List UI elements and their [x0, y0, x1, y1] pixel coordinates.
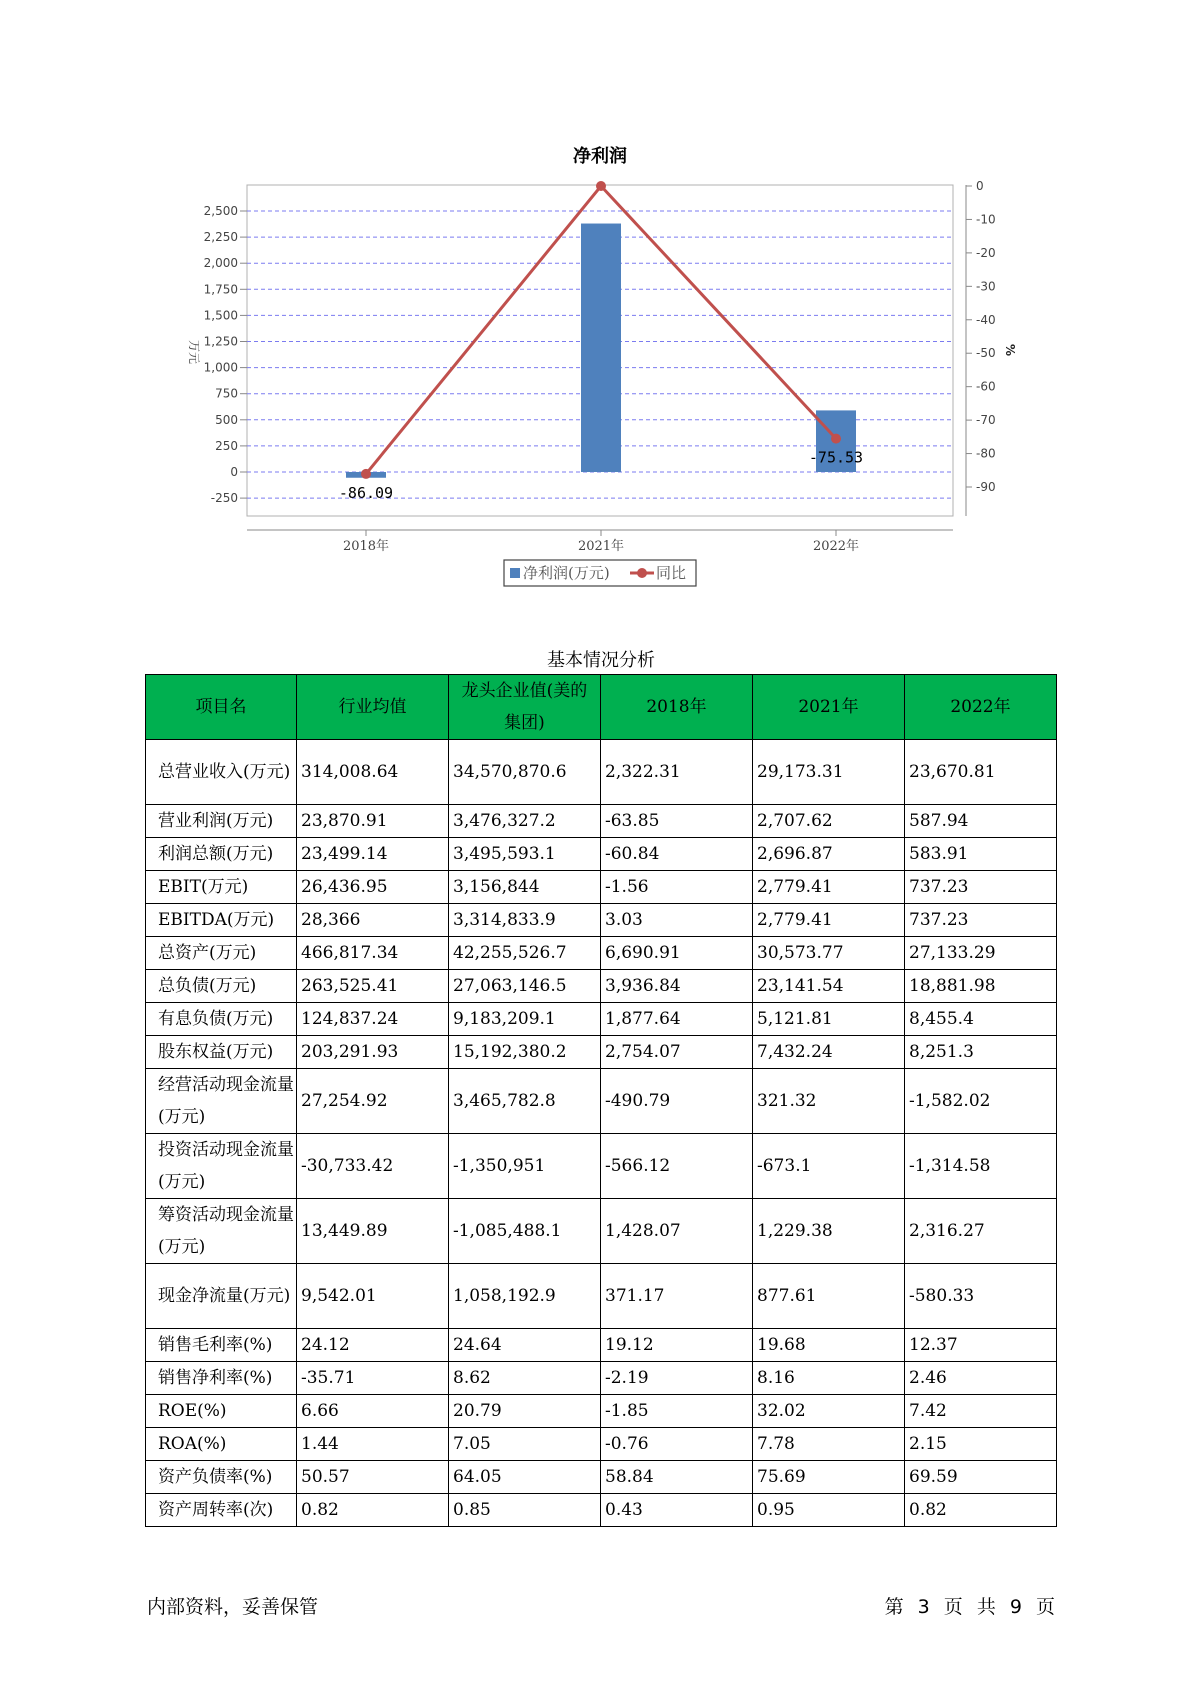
legend-line-marker [637, 568, 647, 578]
table-row [146, 904, 1057, 937]
row-value: 15,192,380.2 [449, 1036, 601, 1069]
header-2018: 2018年 [601, 675, 753, 740]
row-value: 2,779.41 [753, 904, 905, 937]
row-value: 7.78 [753, 1428, 905, 1461]
row-value: 8,455.4 [905, 1003, 1057, 1036]
table-row [146, 1199, 1057, 1264]
row-value: 32.02 [753, 1395, 905, 1428]
row-value: 1.44 [297, 1428, 449, 1461]
left-axis [204, 204, 247, 505]
row-value: 75.69 [753, 1461, 905, 1494]
table-row [146, 937, 1057, 970]
row-value: 19.12 [601, 1329, 753, 1362]
table-row [146, 805, 1057, 838]
row-value: 2.46 [905, 1362, 1057, 1395]
row-label: EBITDA(万元) [146, 904, 297, 937]
table-row [146, 1003, 1057, 1036]
row-value: 19.68 [753, 1329, 905, 1362]
table-title: 基本情况分析 [547, 650, 655, 671]
left-tick-label: 750 [215, 386, 238, 401]
table-row [146, 1428, 1057, 1461]
row-label: 投资活动现金流量(万元) [146, 1134, 297, 1199]
row-value: 8.62 [449, 1362, 601, 1395]
row-value: 3,156,844 [449, 871, 601, 904]
row-value: 29,173.31 [753, 740, 905, 805]
row-value: 321.32 [753, 1069, 905, 1134]
row-value: 3,465,782.8 [449, 1069, 601, 1134]
row-label: EBIT(万元) [146, 871, 297, 904]
row-value: 0.43 [601, 1494, 753, 1527]
row-value: -1,085,488.1 [449, 1199, 601, 1264]
row-value: 737.23 [905, 871, 1057, 904]
basic-analysis-table [145, 674, 1057, 1527]
right-tick-label: -80 [976, 446, 996, 461]
row-value: 2,779.41 [753, 871, 905, 904]
row-value: 23,141.54 [753, 970, 905, 1003]
row-label: ROA(%) [146, 1428, 297, 1461]
row-value: 27,254.92 [297, 1069, 449, 1134]
row-value: 466,817.34 [297, 937, 449, 970]
row-value: -566.12 [601, 1134, 753, 1199]
footer-confidential: 内部资料，妥善保管 [147, 1596, 319, 1618]
row-value: 1,428.07 [601, 1199, 753, 1264]
row-value: 30,573.77 [753, 937, 905, 970]
right-tick-label: -20 [976, 245, 996, 260]
row-label: 股东权益(万元) [146, 1036, 297, 1069]
row-label: 利润总额(万元) [146, 838, 297, 871]
header-2022: 2022年 [905, 675, 1057, 740]
right-tick-label: -50 [976, 346, 996, 361]
right-tick-label: -30 [976, 279, 996, 294]
row-value: 737.23 [905, 904, 1057, 937]
header-2021: 2021年 [753, 675, 905, 740]
left-tick-label: -250 [210, 491, 238, 506]
legend-bar-swatch [510, 568, 520, 578]
yoy-point [361, 469, 371, 479]
row-label: 营业利润(万元) [146, 805, 297, 838]
row-label: 销售净利率(%) [146, 1362, 297, 1395]
row-value: -673.1 [753, 1134, 905, 1199]
row-label: ROE(%) [146, 1395, 297, 1428]
table-row [146, 1069, 1057, 1134]
row-value: 27,063,146.5 [449, 970, 601, 1003]
row-value: 12.37 [905, 1329, 1057, 1362]
right-tick-label: -60 [976, 379, 996, 394]
row-value: 6.66 [297, 1395, 449, 1428]
table-row [146, 1036, 1057, 1069]
row-value: 18,881.98 [905, 970, 1057, 1003]
net-profit-chart [0, 0, 1191, 600]
yoy-point [831, 434, 841, 444]
row-label: 经营活动现金流量(万元) [146, 1069, 297, 1134]
row-value: 3,476,327.2 [449, 805, 601, 838]
row-value: 3,936.84 [601, 970, 753, 1003]
row-value: 9,542.01 [297, 1264, 449, 1329]
row-value: 0.85 [449, 1494, 601, 1527]
right-tick-label: -70 [976, 413, 996, 428]
header-item-name: 项目名 [146, 675, 297, 740]
right-tick-label: -10 [976, 212, 996, 227]
table-row [146, 1461, 1057, 1494]
row-value: 2,754.07 [601, 1036, 753, 1069]
row-label: 销售毛利率(%) [146, 1329, 297, 1362]
row-value: -35.71 [297, 1362, 449, 1395]
table-row [146, 970, 1057, 1003]
header-industry-average: 行业均值 [297, 675, 449, 740]
row-value: 69.59 [905, 1461, 1057, 1494]
row-value: 203,291.93 [297, 1036, 449, 1069]
row-value: 26,436.95 [297, 871, 449, 904]
right-tick-label: -90 [976, 480, 996, 494]
row-value: 23,499.14 [297, 838, 449, 871]
row-value: -60.84 [601, 838, 753, 871]
left-tick-label: 2,500 [203, 204, 238, 218]
row-value: 7.42 [905, 1395, 1057, 1428]
row-value: 1,877.64 [601, 1003, 753, 1036]
row-value: 8,251.3 [905, 1036, 1057, 1069]
table-row [146, 1494, 1057, 1527]
left-tick-label: 1,000 [203, 360, 238, 375]
yoy-point [596, 181, 606, 191]
row-value: -1,314.58 [905, 1134, 1057, 1199]
row-value: 7.05 [449, 1428, 601, 1461]
row-value: -63.85 [601, 805, 753, 838]
row-value: -1,350,951 [449, 1134, 601, 1199]
row-value: 3.03 [601, 904, 753, 937]
row-value: 2,316.27 [905, 1199, 1057, 1264]
row-value: 263,525.41 [297, 970, 449, 1003]
row-value: -0.76 [601, 1428, 753, 1461]
row-label: 现金净流量(万元) [146, 1264, 297, 1329]
row-value: -1,582.02 [905, 1069, 1057, 1134]
row-label: 资产周转率(次) [146, 1494, 297, 1527]
legend-bar-label: 净利润(万元) [523, 564, 610, 582]
table-row [146, 871, 1057, 904]
row-value: 587.94 [905, 805, 1057, 838]
row-value: 8.16 [753, 1362, 905, 1395]
bar [581, 224, 621, 472]
row-value: 2,707.62 [753, 805, 905, 838]
row-value: 9,183,209.1 [449, 1003, 601, 1036]
row-value: -1.56 [601, 871, 753, 904]
row-label: 资产负债率(%) [146, 1461, 297, 1494]
right-axis [966, 179, 996, 494]
legend [504, 560, 696, 586]
yoy-data-label: -86.09 [338, 483, 394, 502]
row-value: 3,495,593.1 [449, 838, 601, 871]
row-value: 0.95 [753, 1494, 905, 1527]
row-value: -2.19 [601, 1362, 753, 1395]
left-tick-label: 2,000 [203, 256, 238, 271]
row-value: 5,121.81 [753, 1003, 905, 1036]
row-value: 371.17 [601, 1264, 753, 1329]
row-label: 筹资活动现金流量(万元) [146, 1199, 297, 1264]
row-value: 7,432.24 [753, 1036, 905, 1069]
row-value: 20.79 [449, 1395, 601, 1428]
row-value: 24.64 [449, 1329, 601, 1362]
row-value: 13,449.89 [297, 1199, 449, 1264]
header-leader-value: 龙头企业值(美的集团) [449, 675, 601, 740]
left-axis-title: 万元 [187, 339, 201, 365]
left-tick-label: 1,750 [203, 282, 238, 297]
row-value: 58.84 [601, 1461, 753, 1494]
right-tick-label: -40 [976, 312, 996, 327]
row-label: 总负债(万元) [146, 970, 297, 1003]
row-value: 24.12 [297, 1329, 449, 1362]
row-value: 3,314,833.9 [449, 904, 601, 937]
table-row [146, 1395, 1057, 1428]
table-row [146, 1134, 1057, 1199]
row-value: -30,733.42 [297, 1134, 449, 1199]
left-tick-label: 0 [230, 465, 238, 479]
row-value: 314,008.64 [297, 740, 449, 805]
row-value: 0.82 [297, 1494, 449, 1527]
yoy-data-label: -75.53 [808, 448, 864, 467]
chart-title: 净利润 [573, 146, 627, 167]
row-value: 28,366 [297, 904, 449, 937]
row-value: 64.05 [449, 1461, 601, 1494]
row-value: 2,696.87 [753, 838, 905, 871]
table-row [146, 1264, 1057, 1329]
right-axis-title: % [1003, 343, 1017, 357]
footer-page-number: 第 3 页 共 9 页 [884, 1596, 1055, 1618]
row-value: 2.15 [905, 1428, 1057, 1461]
row-value: -1.85 [601, 1395, 753, 1428]
row-value: 124,837.24 [297, 1003, 449, 1036]
row-label: 有息负债(万元) [146, 1003, 297, 1036]
left-tick-label: 2,250 [203, 230, 238, 245]
row-value: 583.91 [905, 838, 1057, 871]
x-tick-label: 2022年 [812, 539, 860, 554]
row-value: 27,133.29 [905, 937, 1057, 970]
table-row [146, 740, 1057, 805]
row-label: 总资产(万元) [146, 937, 297, 970]
left-tick-label: 250 [215, 438, 238, 453]
left-tick-label: 1,250 [203, 334, 238, 349]
left-tick-label: 1,500 [203, 308, 238, 323]
row-value: -490.79 [601, 1069, 753, 1134]
row-value: 0.82 [905, 1494, 1057, 1527]
row-value: 877.61 [753, 1264, 905, 1329]
row-value: 23,670.81 [905, 740, 1057, 805]
header-row [146, 675, 1057, 740]
legend-line-label: 同比 [656, 564, 687, 582]
row-value: 2,322.31 [601, 740, 753, 805]
row-value: -580.33 [905, 1264, 1057, 1329]
row-label: 总营业收入(万元) [146, 740, 297, 805]
row-value: 1,229.38 [753, 1199, 905, 1264]
row-value: 1,058,192.9 [449, 1264, 601, 1329]
right-tick-label: 0 [976, 179, 984, 193]
table-row [146, 1329, 1057, 1362]
row-value: 34,570,870.6 [449, 740, 601, 805]
row-value: 23,870.91 [297, 805, 449, 838]
row-value: 50.57 [297, 1461, 449, 1494]
left-tick-label: 500 [215, 412, 238, 427]
x-tick-label: 2018年 [342, 539, 390, 554]
x-tick-label: 2021年 [577, 539, 625, 554]
x-axis-labels [343, 530, 859, 554]
table-row [146, 838, 1057, 871]
row-value: 42,255,526.7 [449, 937, 601, 970]
row-value: 6,690.91 [601, 937, 753, 970]
table-row [146, 1362, 1057, 1395]
